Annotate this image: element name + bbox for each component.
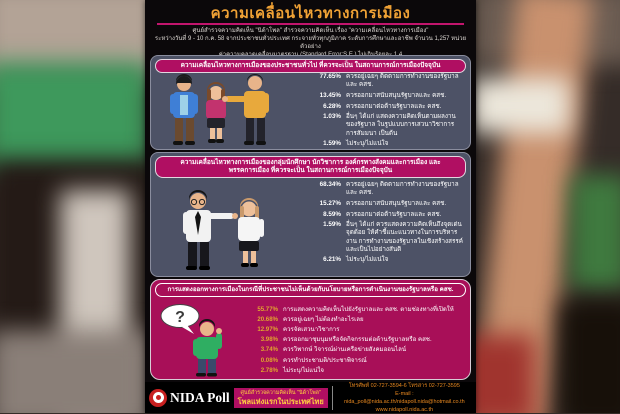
result-row: [251, 326, 465, 334]
result-row: [251, 367, 465, 375]
result-list: [311, 181, 465, 267]
result-row: [251, 306, 465, 314]
result-row: [311, 181, 465, 197]
section-title: ความเคลื่อนไหวทางการเมืองของกลุ่มนักศึกษา นักวิชาการ องค์กรทางสังคมและการเมือง และพรรคการเมือง ที่ควรจะเป็น ในสถานการณ์การเมืองปัจจุบัน: [155, 156, 466, 178]
result-percentage: 3.98%: [260, 336, 278, 344]
result-label: ควรทำประชามติ/ประชาพิจารณ์: [283, 356, 367, 364]
footer-divider: [332, 386, 333, 410]
result-label: ควรอยู่เฉยๆ ติดตามการทำงานของรัฐบาลและ คสช.: [346, 73, 459, 89]
result-percentage: 13.45%: [319, 91, 341, 99]
result-row: [251, 346, 465, 354]
result-percentage: 15.27%: [319, 199, 341, 207]
result-label: ไม่ระบุ/ไม่แน่ใจ: [283, 366, 324, 374]
result-percentage: 1.59%: [323, 221, 341, 229]
people-group-illustration: [159, 69, 309, 147]
result-percentage: 20.68%: [257, 316, 278, 324]
result-label: การแสดงความคิดเห็นไปยังรัฐบาลและ คสช. ตามช่องทางที่เปิดให้: [283, 306, 454, 313]
result-percentage: 6.28%: [323, 102, 341, 110]
result-list: [311, 73, 465, 151]
result-label: อื่นๆ ได้แก่ แสดงความคิดเห็นตามผลงานของรัฐบาล ในรูปแบบการเสวนาวิชาการ การสัมมนา เป็นต้น: [346, 113, 456, 137]
result-row: [311, 103, 465, 111]
bg-blur-region: [570, 175, 620, 290]
result-percentage: 8.59%: [323, 210, 341, 218]
result-row: [311, 113, 465, 138]
result-percentage: 0.08%: [260, 356, 278, 364]
contact-email: E-mail : nida_poll@nida.ac.th/nidapoll.nida@hotmail.co.th: [344, 390, 465, 405]
section-title: ความเคลื่อนไหวทางการเมืองของประชาชนทั่วไป ที่ควรจะเป็น ในสถานการณ์การเมืองปัจจุบัน: [155, 59, 466, 73]
result-label: ควรอยู่เฉยๆ ไม่ต้องทำอะไรเลย: [283, 316, 364, 324]
result-percentage: 1.03%: [323, 113, 341, 121]
citizen-question-illustration: [155, 303, 247, 377]
result-row: [251, 357, 465, 365]
bg-blur-region: [0, 62, 150, 172]
contact-info: [337, 382, 472, 414]
footer-bar: [145, 382, 476, 413]
infographic-poster: [145, 0, 476, 413]
result-row: [311, 73, 465, 89]
title-underline: [157, 23, 464, 25]
result-label: ควรออกมาต่อต้านรัฐบาลและ คสช.: [346, 210, 442, 218]
result-row: [311, 92, 465, 100]
tagline-center-name: ศูนย์สำรวจความคิดเห็น "นิด้าโพล": [240, 389, 321, 396]
result-label: ควรออกมาชุมนุมหรือจัดกิจกรรมต่อต้านรัฐบาลหรือ คสช.: [283, 336, 432, 344]
students-academics-illustration: [163, 187, 293, 273]
result-label: ควรอยู่เฉยๆ ติดตามการทำงานของรัฐบาลและ คสช.: [346, 181, 459, 197]
result-percentage: 6.21%: [323, 256, 341, 264]
bg-blur-region: [470, 78, 570, 133]
bg-blur-region: [0, 330, 150, 413]
result-row: [311, 140, 465, 148]
contact-website: www.nidapoll.nida.ac.th: [375, 406, 434, 413]
result-percentage: 68.34%: [319, 181, 341, 188]
result-label: อื่นๆ ได้แก่ ควรแสดงความคิดเห็นถึงจุดเด่น จุดด้อย ให้คำชี้แนะแนวทางในการบริหารงาน การทำงานของรัฐบาลในเชิงสร้างสรรค์ และเป็นไปอย่างสันติ: [346, 221, 463, 253]
result-percentage: 2.78%: [260, 366, 278, 374]
result-label: ควรวิพากษ์ วิจารณ์ผ่านเครือข่ายสังคมออนไลน์: [283, 346, 407, 354]
page-title: ความเคลื่อนไหวทางการเมือง: [210, 5, 411, 22]
nida-logo-ring: [153, 392, 164, 403]
result-label: ไม่ระบุ/ไม่แน่ใจ: [346, 140, 389, 148]
nida-logo-core: [156, 395, 161, 400]
result-percentage: 3.74%: [260, 346, 278, 354]
tagline-first-poll: โพลแห่งแรกในประเทศไทย: [237, 396, 324, 406]
result-row: [311, 211, 465, 219]
section-students-academics: [150, 152, 471, 277]
result-row: [311, 200, 465, 208]
survey-description-line1: ศูนย์สำรวจความคิดเห็น "นิด้าโพล" สำรวจความคิดเห็น เรื่อง "ความเคลื่อนไหวทางการเมือง": [192, 28, 429, 34]
result-label: ควรออกมาสนับสนุนรัฐบาลและ คสช.: [346, 91, 447, 99]
bg-blur-region: [560, 300, 620, 413]
result-label: ควรจัดเสวนาวิชาการ: [283, 326, 340, 334]
result-list: [251, 306, 465, 377]
result-row: [311, 256, 465, 264]
result-percentage: 77.65%: [319, 73, 341, 80]
result-label: ควรออกมาสนับสนุนรัฐบาลและ คสช.: [346, 199, 447, 207]
section-general-public: [150, 55, 471, 150]
result-row: [251, 336, 465, 344]
result-row: [251, 316, 465, 324]
question-bubble: [161, 305, 199, 335]
result-percentage: 1.59%: [323, 140, 341, 148]
result-label: ควรออกมาต่อต้านรัฐบาลและ คสช.: [346, 102, 442, 110]
result-percentage: 55.77%: [257, 306, 278, 313]
section-expression-disagreement: [150, 279, 471, 380]
result-row: [311, 221, 465, 254]
question-mark: ?: [175, 309, 185, 326]
result-percentage: 12.97%: [257, 326, 278, 334]
survey-description-line2: ระหว่างวันที่ 9 - 10 ก.ค. 58 จากประชาชนทั่วประเทศ กระจายทั่วทุกภูมิภาค ระดับการศึกษาและอาชีพ จำนวน 1,257 หน่วยตัวอย่าง: [154, 36, 467, 50]
brand-name: NIDA Poll: [170, 389, 230, 405]
section-title: การแสดงออกทางการเมืองในกรณีที่ประชาชนไม่เห็นด้วยกับนโยบายหรือการดำเนินงานของรัฐบาลหรือ คสช.: [155, 283, 466, 297]
tagline-box: [234, 388, 328, 408]
result-label: ไม่ระบุ/ไม่แน่ใจ: [346, 256, 389, 264]
nida-logo-icon: [149, 389, 167, 407]
contact-phone: โทรศัพท์ 02-727-3594-6 โทรสาร 02-727-3595: [348, 382, 460, 389]
